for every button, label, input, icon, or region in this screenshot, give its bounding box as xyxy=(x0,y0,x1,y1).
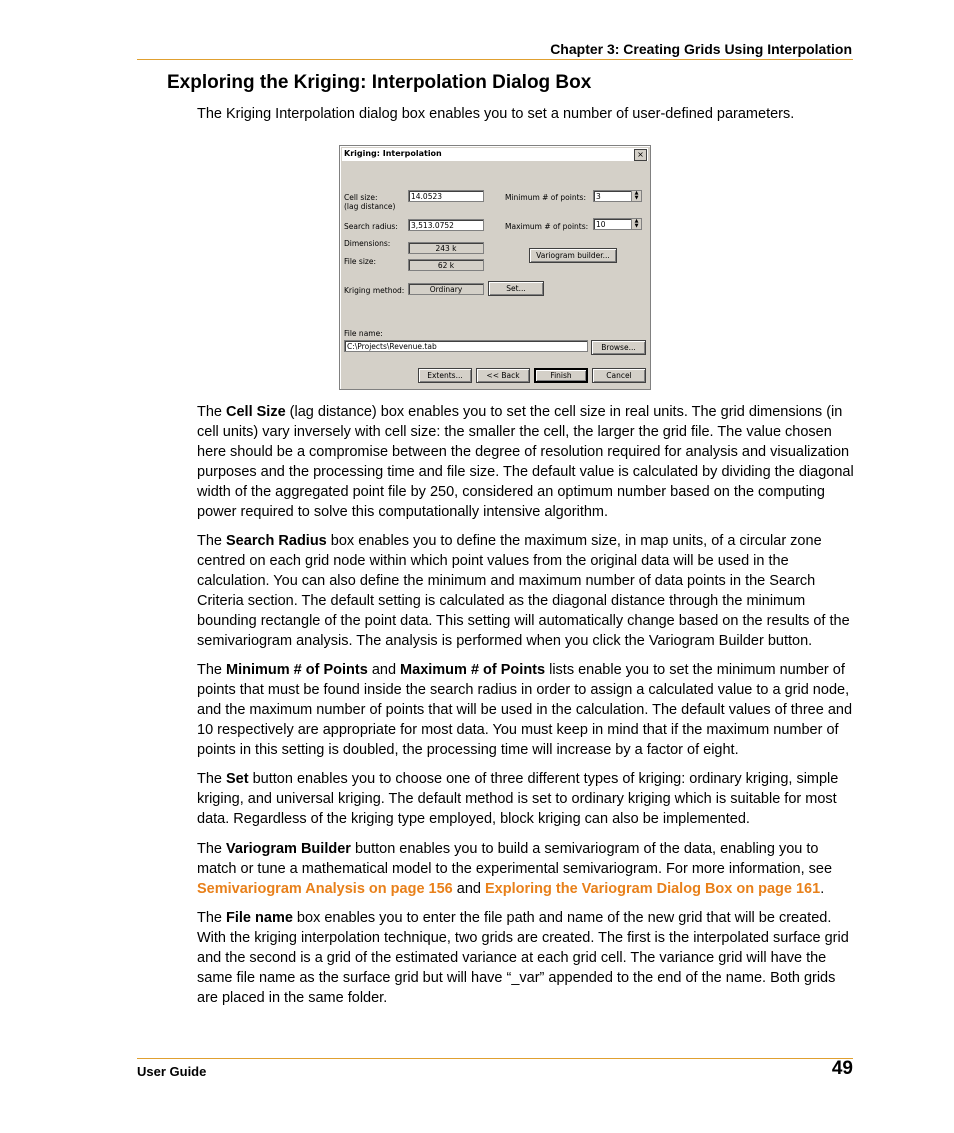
variogram-builder-button[interactable]: Variogram builder... xyxy=(529,248,617,263)
spinner-arrows-icon[interactable]: ▲ ▼ xyxy=(631,219,641,229)
text-run: button enables you to build a semivariogram of the data, enabling you to match or tune a mathematical model to the experimental semivariogram. For more information, see xyxy=(197,841,833,877)
text-run: The xyxy=(197,841,227,857)
min-points-value: 3 xyxy=(596,192,601,201)
text-run: button enables you to choose one of three different types of kriging: ordinary kriging, simple kriging, and universal kriging. The default method is set to ordinary kriging which is suitable for most data. Regardless of the kriging type employed, block kriging can also be implemented. xyxy=(197,771,839,827)
finish-button[interactable]: Finish xyxy=(534,368,588,383)
text-run: box enables you to enter the file path and name of the new grid that will be created. With the kriging interpolation technique, two grids are created. The first is the interpolated surface grid and the second is a grid of the estimated variance at each grid cell. The variance grid will have the same file name as the surface grid but will have “_var” appended to the end of the name. Both grids are placed in the same folder. xyxy=(197,910,849,1006)
text-run: lists enable you to set the minimum number of points that must be found inside the search radius in order to assign a calculated value to a grid node, and the maximum number of points that will be used in the calculation. The default values of three and 10 respectively are appropriate for most data. You must keep in mind that if the maximum number of points in this setting is doubled, the processing time will increase by a factor of eight. xyxy=(197,662,853,758)
text-run: The xyxy=(197,771,227,787)
dimensions-value: 243 k xyxy=(408,242,484,254)
search-radius-input[interactable]: 3,513.0752 xyxy=(408,219,484,231)
page-number: 49 xyxy=(831,1058,853,1079)
back-button[interactable]: << Back xyxy=(476,368,530,383)
term-search-radius: Search Radius xyxy=(226,533,327,549)
set-button[interactable]: Set... xyxy=(488,281,544,296)
max-points-spinner[interactable] xyxy=(593,218,642,230)
lag-distance-label: (lag distance) xyxy=(344,202,396,211)
term-cell-size: Cell Size xyxy=(226,404,286,420)
paragraph-set xyxy=(197,769,857,829)
term-min-points: Minimum # of Points xyxy=(226,662,368,678)
text-run: The xyxy=(197,910,227,926)
link-semivariogram-analysis[interactable]: Semivariogram Analysis on page 156 xyxy=(197,881,453,897)
intro-text: The Kriging Interpolation dialog box enables you to set a number of user-defined parameters. xyxy=(197,106,795,122)
term-file-name: File name xyxy=(226,910,293,926)
dialog-title: Kriging: Interpolation xyxy=(344,149,442,158)
cancel-button[interactable]: Cancel xyxy=(592,368,646,383)
file-name-label: File name: xyxy=(344,329,383,338)
file-name-input[interactable]: C:\Projects\Revenue.tab xyxy=(344,340,588,352)
extents-button[interactable]: Extents... xyxy=(418,368,472,383)
browse-button[interactable]: Browse... xyxy=(591,340,646,355)
chapter-header: Chapter 3: Creating Grids Using Interpolation xyxy=(550,41,852,57)
kriging-method-value: Ordinary xyxy=(408,283,484,295)
search-radius-label: Search radius: xyxy=(344,222,398,231)
paragraph-search-radius xyxy=(197,531,857,651)
paragraph-variogram xyxy=(197,839,857,899)
paragraph-file-name xyxy=(197,908,857,1008)
link-variogram-dialog[interactable]: Exploring the Variogram Dialog Box on page 161 xyxy=(485,881,821,897)
max-points-label: Maximum # of points: xyxy=(505,222,589,231)
section-title: Exploring the Kriging: Interpolation Dialog Box xyxy=(167,72,592,93)
kriging-method-label: Kriging method: xyxy=(344,286,405,295)
text-run: The xyxy=(197,533,227,549)
cell-size-input[interactable]: 14.0523 xyxy=(408,190,484,202)
header-rule xyxy=(137,59,853,60)
min-points-label: Minimum # of points: xyxy=(505,193,586,202)
footer-rule xyxy=(137,1058,853,1059)
text-run: The xyxy=(197,662,227,678)
text-run: (lag distance) box enables you to set the cell size in real units. The grid dimensions (in cell units) vary inversely with cell size: the smaller the cell, the larger the grid file. The value chosen here should be a compromise between the degree of resolution required for analysis and visualization purposes and the processing time and file size. The default value is calculated by dividing the diagonal width of the aggregated point file by 250, considered an optimum number based on the computing power required to solve this computationally intensive algorithm. xyxy=(197,404,854,520)
dimensions-label: Dimensions: xyxy=(344,239,391,248)
text-run: and xyxy=(367,662,401,678)
close-icon[interactable]: × xyxy=(634,149,647,161)
text-run: . xyxy=(820,881,825,897)
term-max-points: Maximum # of Points xyxy=(400,662,546,678)
kriging-dialog xyxy=(339,145,651,390)
term-set: Set xyxy=(226,771,249,787)
text-run: and xyxy=(452,881,485,897)
file-size-label: File size: xyxy=(344,257,377,266)
file-size-value: 62 k xyxy=(408,259,484,271)
dialog-titlebar xyxy=(342,148,648,162)
cell-size-label: Cell size: xyxy=(344,193,378,202)
min-points-spinner[interactable] xyxy=(593,190,642,202)
spinner-arrows-icon[interactable]: ▲ ▼ xyxy=(631,191,641,201)
text-run: box enables you to define the maximum size, in map units, of a circular zone centred on each grid node within which point values from the original data will be used in the calculation. You can also define the minimum and maximum number of data points in the Search Criteria section. The default setting is calculated as the diagonal distance through the minimum bounding rectangle of the point data. This setting will automatically change based on the results of the semivariogram analysis. The analysis is performed when you click the Variogram Builder button. xyxy=(197,533,850,649)
text-run: The xyxy=(197,404,227,420)
paragraph-cell-size xyxy=(197,402,857,522)
paragraph-points xyxy=(197,660,857,760)
max-points-value: 10 xyxy=(596,220,606,229)
term-variogram-builder: Variogram Builder xyxy=(226,841,351,857)
footer-guide-label: User Guide xyxy=(137,1064,207,1079)
